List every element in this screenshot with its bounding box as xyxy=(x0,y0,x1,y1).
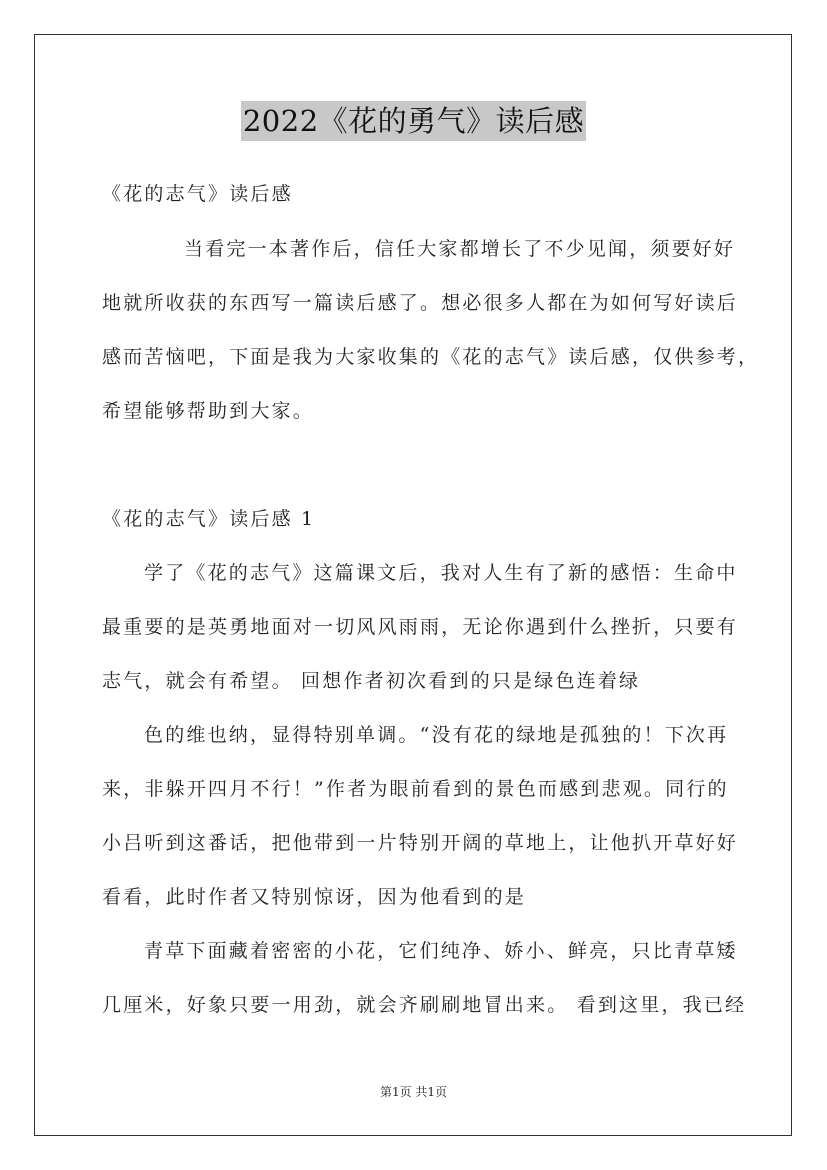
body-line-2: 最重要的是英勇地面对一切风风雨雨，无论你遇到什么挫折，只要有 xyxy=(102,616,739,638)
body-line-3: 志气，就会有希望。 回想作者初次看到的只是绿色连着绿 xyxy=(102,670,641,692)
document-title: 2022《花的勇气》读后感 xyxy=(241,101,586,141)
body-line-8: 青草下面藏着密密的小花，它们纯净、娇小、鲜亮，只比青草矮 xyxy=(144,940,738,962)
body-line-4: 色的维也纳，显得特别单调。“没有花的绿地是孤独的！下次再 xyxy=(144,724,729,746)
body-line-6: 小吕听到这番话，把他带到一片特别开阔的草地上，让他扒开草好好 xyxy=(102,832,739,854)
intro-line-3: 感而苦恼吧，下面是我为大家收集的《花的志气》读后感，仅供参考， xyxy=(102,346,760,368)
intro-line-1: 当看完一本著作后，信任大家都增长了不少见闻，须要好好 xyxy=(184,238,736,260)
page-footer: 第1页 共1页 xyxy=(379,1085,448,1099)
intro-line-2: 地就所收获的东西写一篇读后感了。想必很多人都在为如何写好读后 xyxy=(102,292,739,314)
body-line-9: 几厘米，好象只要一用劲，就会齐刷刷地冒出来。 看到这里，我已经 xyxy=(102,994,747,1016)
document-title-wrap xyxy=(0,101,827,141)
body-line-7: 看看，此时作者又特别惊讶，因为他看到的是 xyxy=(102,886,527,908)
body-line-1: 学了《花的志气》这篇课文后，我对人生有了新的感悟：生命中 xyxy=(144,562,738,584)
section-heading: 《花的志气》读后感 1 xyxy=(102,508,316,530)
intro-line-4: 希望能够帮助到大家。 xyxy=(102,400,315,422)
body-line-5: 来，非躲开四月不行！”作者为眼前看到的景色而感到悲观。同行的 xyxy=(102,778,729,800)
heading: 《花的志气》读后感 xyxy=(102,183,293,205)
